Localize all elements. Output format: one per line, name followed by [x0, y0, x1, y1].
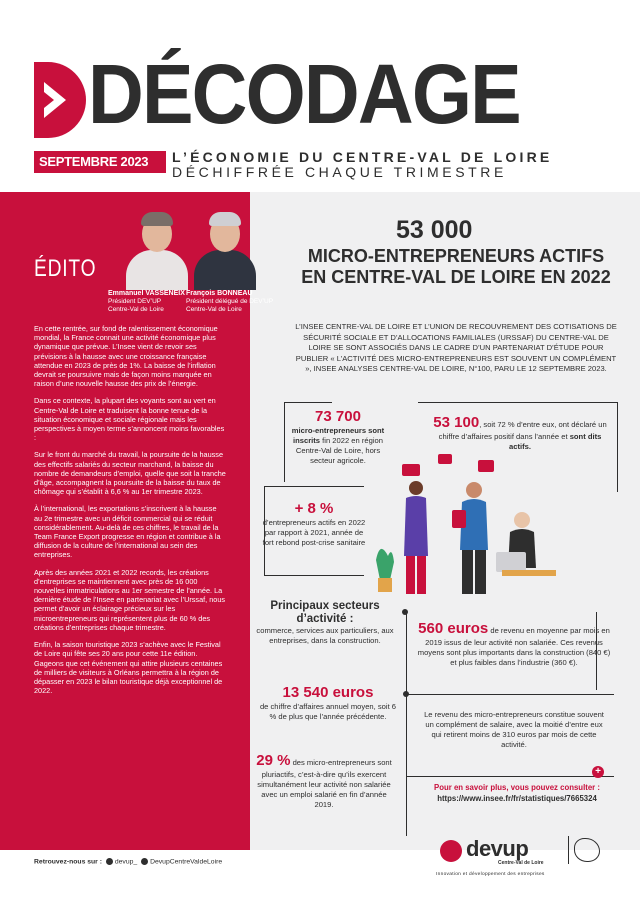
tagline-2: DÉCHIFFRÉE CHAQUE TRIMESTRE [172, 164, 507, 180]
stat-actifs: 53 100, soit 72 % d’entre eux, ont déclaré un chiffre d’affaires positif dans l’année et sont dits actifs. [433, 414, 607, 451]
edito-paragraph: À l’international, les exportations s’inscrivent à la hausse au 2e trimestre avec un déficit commercial qui se réduit considérablement. Au-delà de ces chiffres, le travail de la Team France Export progresse en région et contribue à la diffusion de la culture de l’international au sein des entreprises. [34, 504, 221, 560]
header [0, 0, 640, 192]
insee-link[interactable]: https://www.insee.fr/fr/statistiques/7665324 [437, 794, 597, 803]
connector-dot [402, 609, 408, 615]
footer [0, 850, 640, 907]
stat-inscrits: 73 700 micro-entrepreneurs sont inscrits fin 2022 en région Centre-Val de Loire, hors secteur agricole. [291, 408, 385, 465]
devup-logo: devup [466, 836, 529, 861]
plus-icon: + [592, 766, 604, 778]
signatory-1: Emmanuel VASSENEIX Président DEV’UP Centre-Val de Loire [108, 290, 185, 313]
more-info: Pour en savoir plus, vous pouvez consulter : https://www.insee.fr/fr/statistiques/7665324 [434, 783, 600, 803]
edito-heading: ÉDITO [34, 255, 97, 282]
divider-line [406, 612, 407, 836]
title-number: 53 000 [396, 216, 473, 244]
social-facebook[interactable]: DevupCentreValdeLoire [150, 858, 223, 866]
edito-body [34, 324, 226, 703]
signatory-2: François BONNEAU Président délégué de DEV’UP Centre-Val de Loire [186, 290, 274, 313]
stat-value: 53 100 [433, 414, 480, 431]
stat-chiffre-affaires: 13 540 euros de chiffre d’affaires annuel moyen, soit 6 % de plus que l’année précédente. [256, 684, 400, 722]
instagram-icon [106, 858, 113, 865]
stat-revenu: 560 euros de revenu en moyenne par mois en 2019 issus de leur activité non salariée. Ces revenus moyens sont plus importants dans la construction (840 €) et plus faibles dans l’industrie (360 €). [417, 620, 611, 667]
people-illustration [366, 450, 562, 600]
devup-logo-icon [440, 840, 462, 862]
edito-paragraph: Sur le front du marché du travail, la poursuite de la hausse des effectifs salariés du secteur marchand, la baisse du nombre de demandeurs d’emploi, quelle que soit la tranche d’âge, accompagnent la poursuite de la baisse du taux de chômage qui s’établit à 6,6 % au 1er trimestre 2023. [34, 450, 226, 497]
stat-value: 73 700 [315, 408, 361, 425]
facebook-icon [141, 858, 148, 865]
social-links: Retrouvez-nous sur : devup_ DevupCentreValdeLoire [34, 858, 223, 866]
stat-value: 29 % [256, 752, 291, 769]
edito-paragraph: Après des années 2021 et 2022 records, les créations d’entreprises se maintiennent avec près de 16 000 nouvelles immatriculations au 1er semestre de l’année. La dernière étude de l’Insee en partenariat avec l’Urssaf, nous permet d’avoir un éclairage précieux sur les microentrepreneurs qui représentent plus de 60 % des créations d’entreprises chaque trimestre. [34, 567, 226, 632]
logo-divider [568, 836, 569, 864]
edito-paragraph: En cette rentrée, sur fond de ralentissement économique mondial, la France connait une activité économique plus dynamique que prévue. L’Insee vient de revoir ses prévisions à la hausse avec une croissance française attendue en 2023 de près de 1%. La baisse de l’inflation devrait se poursuivre mais de façon moins marquée en raison d’une nouvelle hausse des prix de l’énergie. [34, 324, 218, 389]
edito-paragraph: Enfin, la saison touristique 2023 s’achève avec le Festival de Loire qui fête ses 20 ans pour cette 11e édition. Gageons que cet événement qui attire plusieurs centaines de milliers de visiteurs à Orléans permettra à la région de dépasser en 2023 le bilan touristique déjà exceptionnel de 2022. [34, 640, 223, 696]
portrait-bonneau [190, 210, 260, 288]
brand-title: DÉCODAGE [88, 47, 520, 141]
stat-value: + 8 % [294, 500, 334, 517]
region-map-icon [574, 838, 600, 862]
social-instagram[interactable]: devup_ [114, 858, 138, 866]
portrait-vasseneix [122, 210, 192, 288]
devup-tagline: Innovation et développement des entreprises [436, 872, 545, 877]
stat-complement: Le revenu des micro-entrepreneurs constitue souvent un complément de salaire, avec la moitié d’entre eux qui retirent moins de 310 euros par mois de cette activité. [424, 710, 604, 749]
chevron-icon [40, 76, 80, 124]
stat-value: 560 euros [418, 620, 489, 637]
page-title: MICRO-ENTREPRENEURS ACTIFS EN CENTRE-VAL DE LOIRE EN 2022 [301, 246, 611, 287]
issue-badge: SEPTEMBRE 2023 #70 [34, 151, 166, 173]
stat-pluriactifs: 29 % des micro-entrepreneurs sont pluriactifs, c’est-à-dire qu’ils exercent simultanément leur activité non salariée avec un emploi salarié en fin d’année 2019. [256, 752, 392, 809]
stat-value: 13 540 euros [282, 684, 374, 701]
brand-logo-mark [34, 62, 86, 138]
intro-text: L’INSEE CENTRE-VAL DE LOIRE ET L’UNION DE RECOUVREMENT DES COTISATIONS DE SÉCURITÉ SOCIALE ET D’ALLOCATIONS FAMILIALES (URSSAF) DU CENTRE-VAL DE LOIRE SE SONT ASSOCIÉS DANS LE CADRE D’UN PARTENARIAT D’ÉTUDE POUR PUBLIER « L’ACTIVITÉ DES MICRO-ENTREPRENEURS EST SOUVENT UN COMPLÉMENT », INSEE ANALYSES CENTRE-VAL DE LOIRE, N°100, PARU LE 12 SEPTEMBRE 2023. [295, 322, 617, 374]
tagline-1: L’ÉCONOMIE DU CENTRE-VAL DE LOIRE [172, 149, 553, 165]
stat-secteurs: Principaux secteurs d’activité : commerce, services aux particuliers, aux entreprises, dans la construction. [256, 600, 394, 645]
divider-line [406, 694, 614, 695]
divider-line [406, 776, 614, 777]
connector-dot [403, 691, 409, 697]
edito-paragraph: Dans ce contexte, la plupart des voyants sont au vert en Centre-Val de Loire et traduisent la bonne tenue de la situation économique et sociale régionale mais les perspectives à moyen terme s’annoncent moins favorables : [34, 396, 225, 443]
devup-logo-sub: Centre-Val de Loire [498, 860, 544, 866]
stat-evolution: + 8 % d’entrepreneurs actifs en 2022 par rapport à 2021, année de fort rebond post-crise sanitaire [262, 500, 366, 547]
